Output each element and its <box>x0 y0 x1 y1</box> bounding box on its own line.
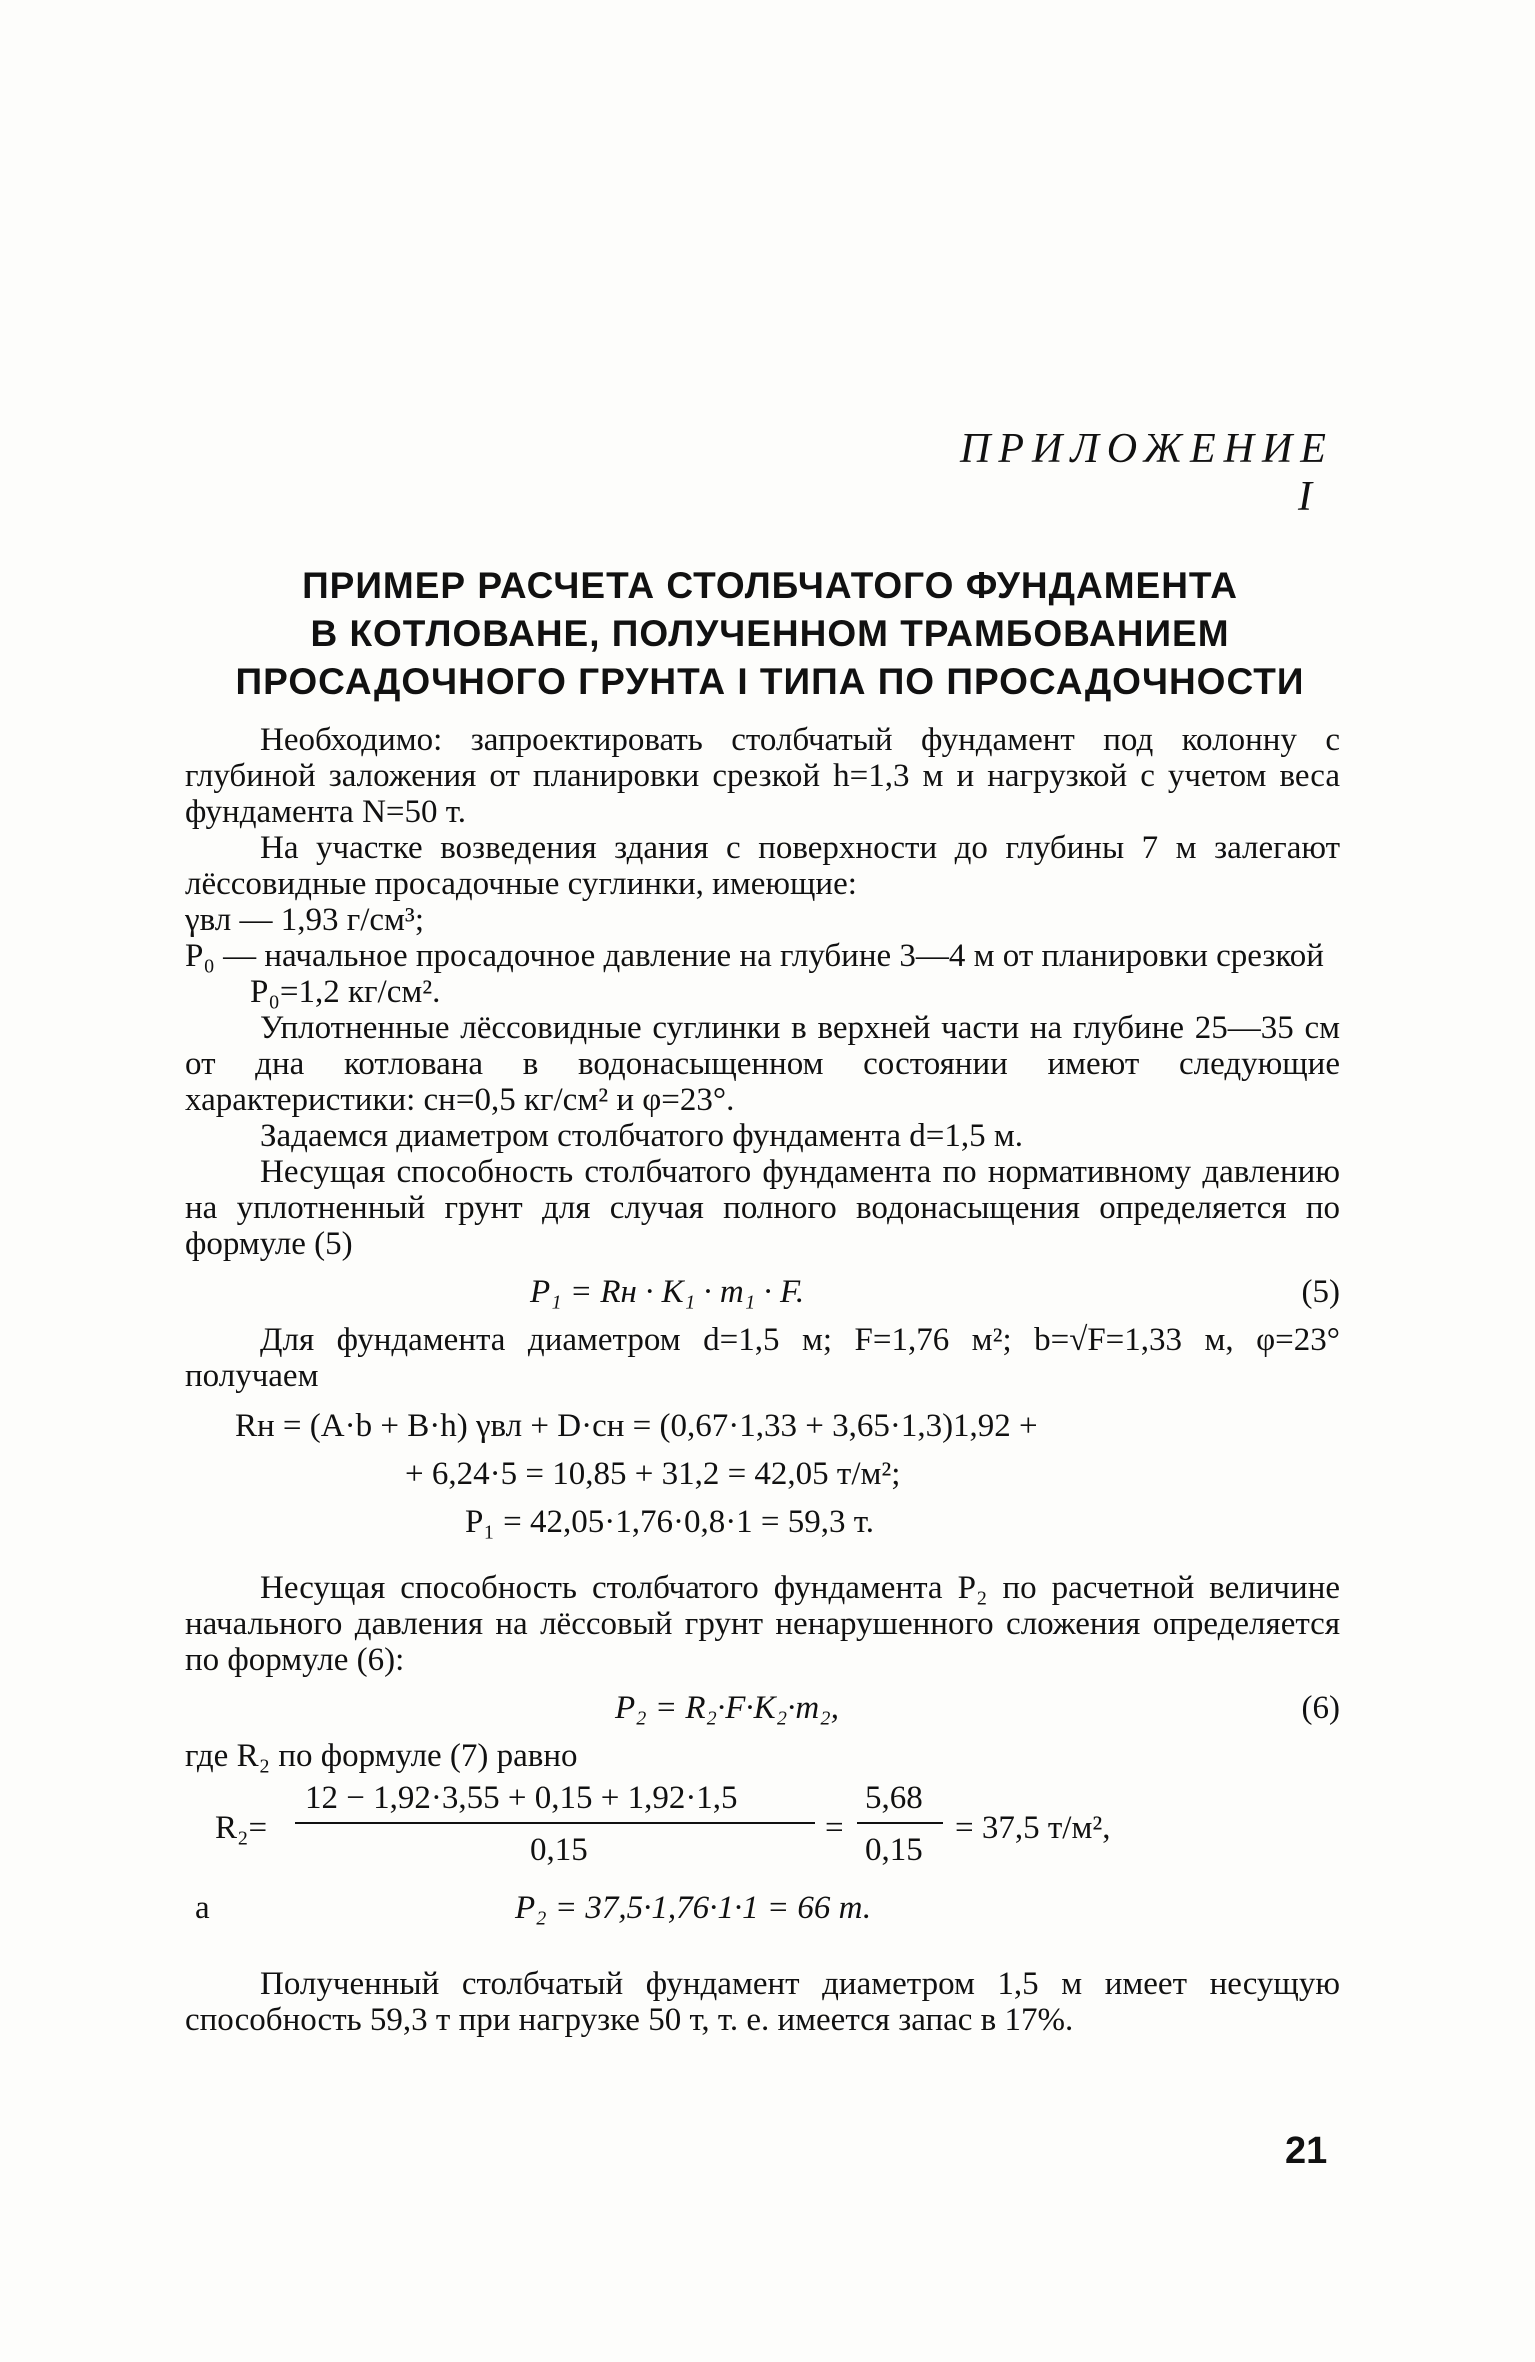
paragraph-capacity: Несущая способность столбчатого фундамента по нормативному давлению на уплотненный грунт для случая полного водонасыщения определяется по формуле (5) <box>185 1154 1340 1262</box>
paragraph-capacity-p2: Несущая способность столбчатого фундамента P₂ по расчетной величине начального давления на лёссовый грунт ненарушенного сложения определяется по формуле (6): <box>185 1570 1340 1678</box>
page-title <box>200 562 1340 706</box>
formula-6-number: (6) <box>1301 1690 1340 1726</box>
fraction-numerator-2: 5,68 <box>865 1780 923 1816</box>
fraction-denominator: 0,15 <box>530 1832 588 1868</box>
paragraph-compacted: Уплотненные лёссовидные суглинки в верхней части на глубине 25—35 см от дна котлована в водонасыщенном состоянии имеют следующие характеристики: cн=0,5 кг/см² и φ=23°. <box>185 1010 1340 1118</box>
equation-rn: Rн = (A·b + B·h) γвл + D·cн = (0,67·1,33 + 3,65·1,3)1,92 + <box>235 1408 1038 1444</box>
fraction-bar-2 <box>857 1822 943 1824</box>
equation-p1: P₁ = 42,05·1,76·0,8·1 = 59,3 т. <box>465 1504 874 1540</box>
paragraph-diameter: Задаемся диаметром столбчатого фундамента d=1,5 м. <box>260 1118 1024 1154</box>
paragraph-task: Необходимо: запроектировать столбчатый фундамент под колонну с глубиной заложения от планировки срезкой h=1,3 м и нагрузкой с учетом веса фундамента N=50 т. <box>185 722 1340 830</box>
title-line-1: ПРИМЕР РАСЧЕТА СТОЛБЧАТОГО ФУНДАМЕНТА <box>302 565 1238 606</box>
paragraph-foundation-params: Для фундамента диаметром d=1,5 м; F=1,76 м²; b=√F=1,33 м, φ=23° получаем <box>185 1322 1340 1394</box>
conjunction-a: а <box>195 1890 210 1926</box>
fraction-result: = 37,5 т/м², <box>955 1810 1111 1846</box>
fraction-denominator-2: 0,15 <box>865 1832 923 1868</box>
fraction-numerator: 12 − 1,92·3,55 + 0,15 + 1,92·1,5 <box>305 1780 738 1816</box>
fraction-equals: = <box>825 1810 844 1846</box>
formula-6 <box>185 1678 1340 1738</box>
title-line-3: ПРОСАДОЧНОГО ГРУНТА I ТИПА ПО ПРОСАДОЧНОСТИ <box>235 661 1305 702</box>
formula-5-number: (5) <box>1301 1274 1340 1310</box>
equation-p2: P₂ = 37,5·1,76·1·1 = 66 т. <box>515 1890 872 1926</box>
appendix-label: ПРИЛОЖЕНИЕ I <box>960 426 1334 520</box>
paragraph-conclusion: Полученный столбчатый фундамент диаметром 1,5 м имеет несущую способность 59,3 т при нагрузке 50 т, т. е. имеется запас в 17%. <box>185 1966 1340 2038</box>
body-text <box>185 722 1340 2038</box>
page-number: 21 <box>1285 2130 1328 2172</box>
gamma-value: γвл — 1,93 г/см³; <box>185 902 424 938</box>
paragraph-site: На участке возведения здания с поверхности до глубины 7 м залегают лёссовидные просадочные суглинки, имеющие: <box>185 830 1340 902</box>
title-line-2: В КОТЛОВАНЕ, ПОЛУЧЕННОМ ТРАМБОВАНИЕМ <box>310 613 1230 654</box>
equation-p2-row <box>185 1884 1340 1936</box>
formula-6-expression: P₂ = R₂·F·K₂·m₂, <box>615 1690 839 1726</box>
equation-rn-continued: + 6,24·5 = 10,85 + 31,2 = 42,05 т/м²; <box>405 1456 901 1492</box>
fraction-lhs: R₂= <box>215 1810 268 1846</box>
p0-definition: P₀ — начальное просадочное давление на глубине 3—4 м от планировки срезкой P₀=1,2 кг/см². <box>185 938 1324 1010</box>
fraction-r2 <box>185 1774 1340 1884</box>
formula-5-expression: P₁ = Rн · K₁ · m₁ · F. <box>530 1274 805 1310</box>
formula-5 <box>185 1262 1340 1322</box>
fraction-bar <box>295 1822 815 1824</box>
paragraph-r2: где R₂ по формуле (7) равно <box>185 1738 578 1774</box>
